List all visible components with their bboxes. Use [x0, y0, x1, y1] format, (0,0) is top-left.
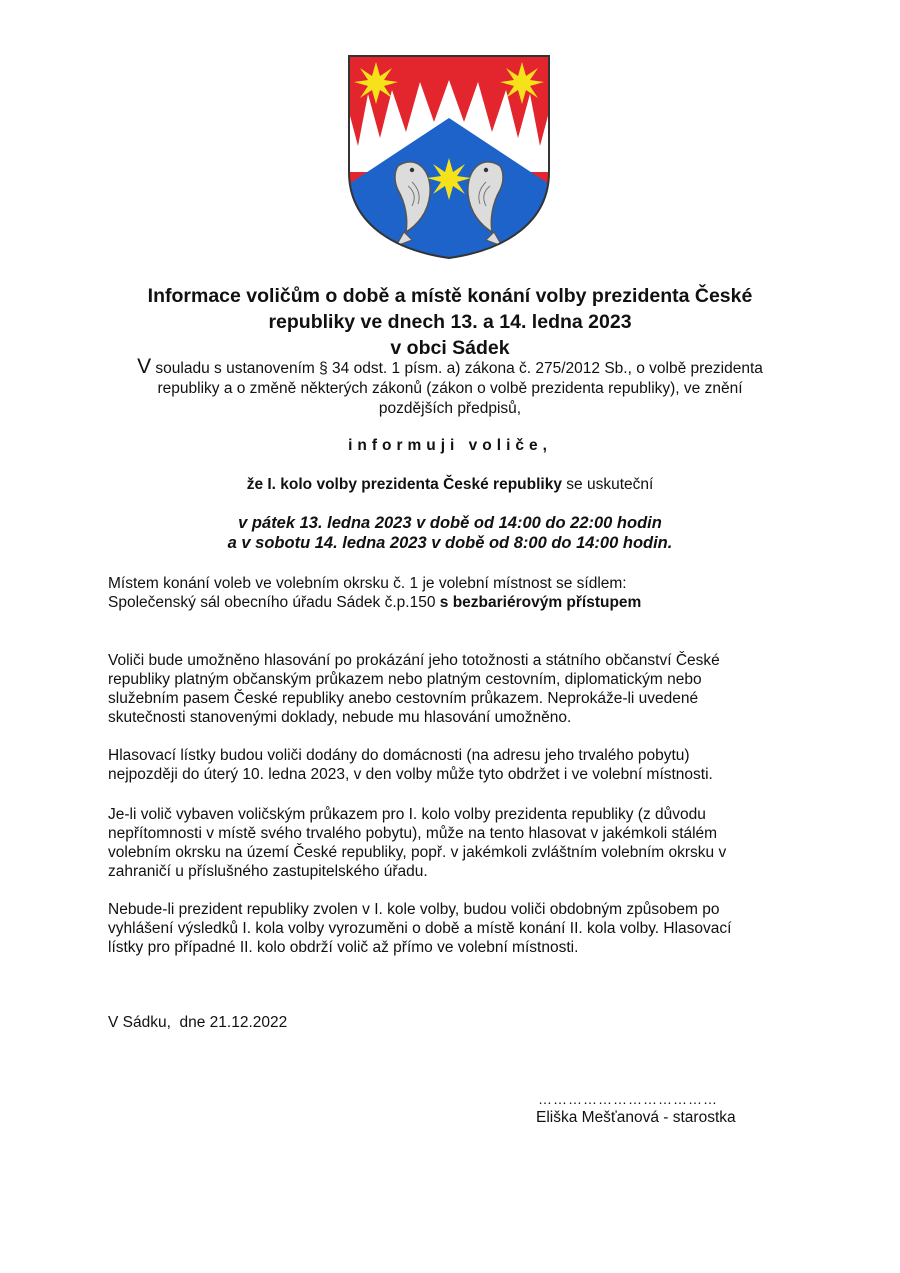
paragraph-line: Voliči bude umožněno hlasování po prokázání jeho totožnosti a státního občanství České	[108, 652, 720, 669]
paragraph-line: Je-li volič vybaven voličským průkazem pro I. kolo volby prezidenta republiky (z důvodu	[108, 806, 706, 823]
paragraph-line: nejpozději do úterý 10. ledna 2023, v den volby může tyto obdržet i ve volební místnosti.	[108, 766, 713, 783]
intro-line: souladu s ustanovením § 34 odst. 1 písm. a) zákona č. 275/2012 Sb., o volbě prezidenta	[151, 360, 763, 377]
ballots-paragraph	[108, 746, 788, 784]
paragraph-line: Hlasovací lístky budou voliči dodány do domácnosti (na adresu jeho trvalého pobytu)	[108, 747, 690, 764]
round-rest: se uskuteční	[561, 476, 654, 493]
inform-heading: informuji voliče,	[348, 437, 552, 454]
paragraph-line: skutečnosti stanovenými doklady, nebude mu hlasování umožněno.	[108, 709, 572, 726]
title-line: republiky ve dnech 13. a 14. ledna 2023	[268, 311, 632, 333]
page-title	[0, 283, 900, 361]
signature-dots: ………………………………	[538, 1091, 718, 1107]
paragraph-line: volebním okrsku na území České republiky, popř. v jakémkoli zvláštním volebním okrsku v	[108, 844, 727, 861]
intro-line: pozdějších předpisů,	[378, 400, 522, 417]
date-line: v pátek 13. ledna 2023 v době od 14:00 do 22:00 hodin	[238, 514, 662, 532]
intro-line: republiky a o změně některých zákonů (zákon o volbě prezidenta republiky), ve znění	[157, 380, 743, 397]
paragraph-line: vyhlášení výsledků I. kola volby vyrozuměni o době a místě konání II. kola volby. Hlasovací	[108, 920, 732, 937]
paragraph-line: nepřítomnosti v místě svého trvalého pobytu), může na tento hlasovat v jakémkoli stálém	[108, 825, 718, 842]
date-place-line: V Sádku, dne 21.12.2022	[108, 1014, 288, 1031]
paragraph-line: Nebude-li prezident republiky zvolen v I. kole volby, budou voliči obdobným způsobem po	[108, 901, 720, 918]
round-bold: že I. kolo volby prezidenta České republiky	[246, 476, 562, 493]
drop-letter: V	[137, 355, 152, 378]
voter-card-paragraph	[108, 805, 788, 881]
paragraph-line: republiky platným občanským průkazem nebo platným cestovním, diplomatickým nebo	[108, 671, 702, 688]
place-address: Společenský sál obecního úřadu Sádek č.p.150	[108, 594, 440, 611]
title-line: v obci Sádek	[390, 337, 510, 359]
paragraph-line: lístky pro případné II. kolo obdrží volič až přímo ve volební místnosti.	[108, 939, 579, 956]
identity-paragraph	[108, 651, 788, 727]
second-round-paragraph	[108, 900, 788, 957]
place-line: Místem konání voleb ve volebním okrsku č. 1 je volební místnost se sídlem:	[108, 575, 627, 592]
title-line: Informace voličům o době a místě konání volby prezidenta České	[147, 285, 753, 307]
place-accessibility: s bezbariérovým přístupem	[439, 594, 642, 611]
paragraph-line: služebním pasem České republiky anebo cestovním průkazem. Neprokáže-li uvedené	[108, 690, 699, 707]
election-dates	[0, 513, 900, 553]
intro-paragraph	[120, 357, 780, 419]
signature-name: Eliška Mešťanová - starostka	[536, 1109, 736, 1126]
coat-of-arms	[346, 54, 552, 260]
date-line: a v sobotu 14. ledna 2023 v době od 8:00 do 14:00 hodin.	[227, 534, 673, 552]
paragraph-line: zahraničí u příslušného zastupitelského úřadu.	[108, 863, 428, 880]
polling-place	[108, 574, 788, 612]
round-announcement	[0, 476, 900, 494]
